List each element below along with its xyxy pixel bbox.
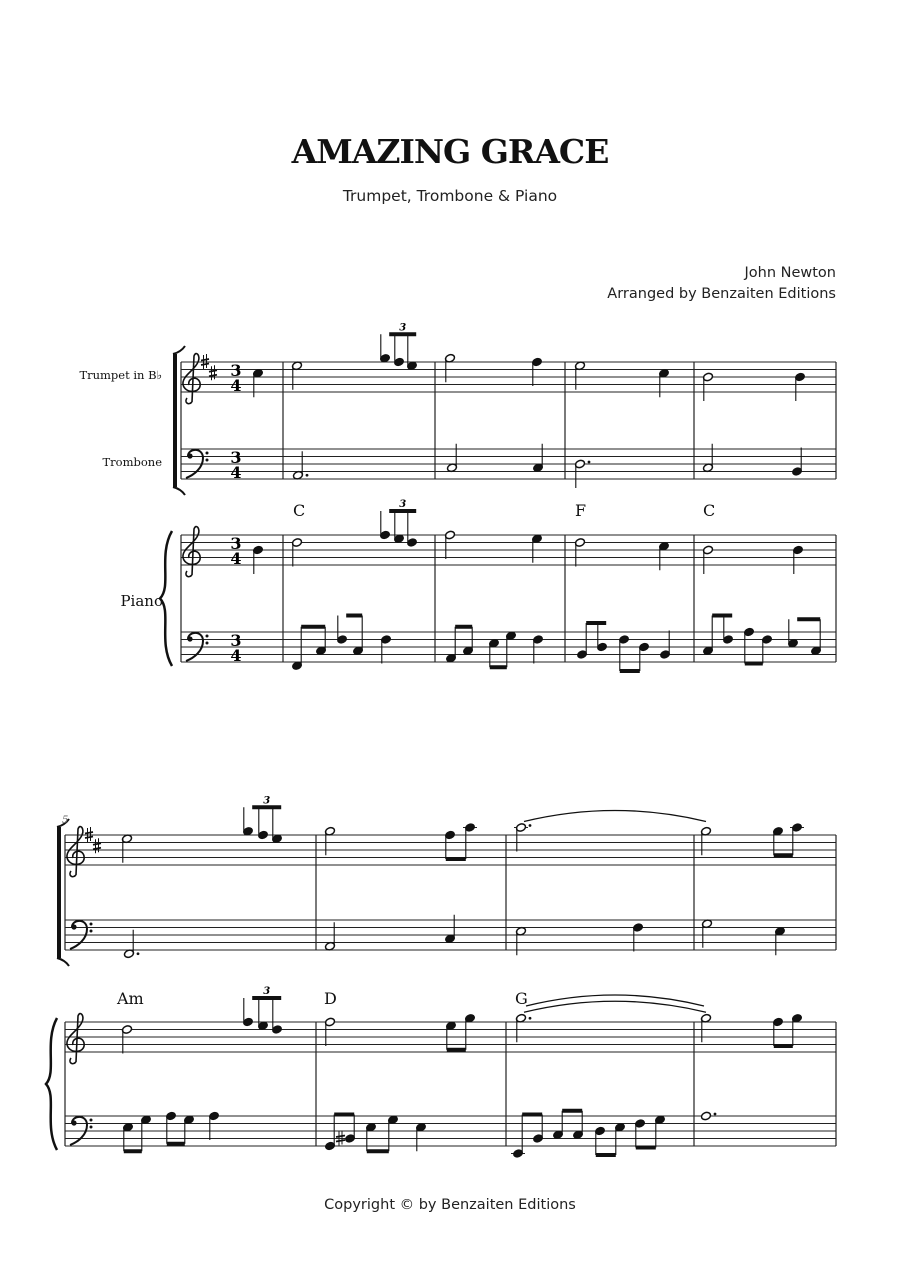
- treble-clef-icon: [183, 354, 200, 404]
- half-note: [703, 444, 714, 473]
- time-signature-top: 3: [230, 534, 242, 553]
- time-signature: [230, 448, 241, 482]
- quarter-note: [773, 1017, 784, 1046]
- quarter-note: [577, 623, 588, 659]
- time-signature: [230, 361, 241, 395]
- quarter-note: [272, 998, 283, 1034]
- quarter-note: [446, 1021, 457, 1050]
- quarter-note: [407, 334, 418, 370]
- tie: [524, 1001, 706, 1012]
- tie: [524, 811, 706, 822]
- triplet-mark: 3: [399, 322, 407, 334]
- quarter-note: [416, 1122, 427, 1151]
- quarter-note: [407, 511, 418, 547]
- sharp-icon: [93, 838, 101, 853]
- notehead: [701, 1111, 712, 1121]
- half-note: [703, 545, 714, 574]
- chord-symbol: C: [293, 501, 306, 520]
- arranger-credit: Arranged by Benzaiten Editions: [607, 286, 836, 302]
- quarter-note: [619, 635, 630, 671]
- half-note: [293, 451, 309, 480]
- time-signature-bottom: 4: [230, 549, 242, 568]
- time-signature-bottom: 4: [230, 463, 242, 482]
- bracket-hook: [173, 346, 185, 354]
- triplet-mark: 3: [263, 795, 271, 807]
- quarter-note: [533, 635, 544, 664]
- notes: [122, 334, 822, 1158]
- quarter-note: [209, 1111, 220, 1140]
- quarter-note: [533, 1115, 544, 1144]
- quarter-note: [532, 357, 543, 386]
- half-note: [122, 1025, 133, 1054]
- half-note: [124, 930, 140, 959]
- quarter-note: [792, 448, 803, 477]
- quarter-note: [243, 998, 254, 1027]
- quarter-note: [272, 807, 283, 843]
- half-note: [325, 1017, 336, 1046]
- bracket-hook: [173, 487, 185, 495]
- quarter-note: [253, 545, 264, 574]
- quarter-note: [793, 545, 804, 574]
- quarter-note: [773, 826, 784, 855]
- half-note: [514, 823, 531, 852]
- bracket-hook: [57, 958, 69, 966]
- time-signature-bottom: 4: [230, 646, 242, 665]
- quarter-note: [533, 444, 544, 473]
- quarter-note: [744, 627, 755, 663]
- half-note: [703, 372, 714, 401]
- instrument-label-trombone: Trombone: [102, 455, 162, 469]
- time-signature-top: 3: [230, 361, 242, 380]
- triplet-mark: 3: [263, 986, 271, 997]
- chord-symbol: C: [703, 501, 716, 520]
- quarter-note: [463, 823, 477, 859]
- quarter-note: [325, 1115, 336, 1151]
- quarter-note: [703, 616, 714, 656]
- chord-symbol: F: [575, 501, 587, 520]
- dot: [588, 461, 591, 464]
- quarter-note: [795, 372, 806, 401]
- dot: [714, 1113, 717, 1116]
- dot: [529, 1017, 532, 1020]
- quarter-note: [243, 807, 254, 836]
- chord-symbol: D: [324, 989, 337, 1008]
- bracket: [57, 827, 61, 958]
- quarter-note: [463, 627, 474, 656]
- quarter-note: [635, 1119, 646, 1148]
- half-note: [516, 1013, 532, 1042]
- half-note: [575, 361, 586, 390]
- half-note: [445, 353, 456, 382]
- time-signatures: [230, 361, 241, 665]
- brace: [160, 531, 172, 666]
- quarter-note: [337, 616, 348, 645]
- quarter-note: [633, 923, 644, 952]
- time-signature: [230, 631, 241, 665]
- quarter-note: [597, 623, 608, 652]
- instrument-label-trumpet: Trumpet in B♭: [79, 368, 162, 382]
- half-note: [702, 919, 713, 948]
- half-note: [701, 1013, 712, 1042]
- brace: [46, 1018, 57, 1150]
- quarter-note: [445, 830, 456, 859]
- quarter-note: [595, 1126, 606, 1155]
- treble-clef-icon: [183, 527, 200, 577]
- time-signature-top: 3: [230, 631, 242, 650]
- quarter-note: [258, 998, 269, 1031]
- half-note: [292, 538, 303, 567]
- half-note: [445, 530, 456, 559]
- score-title: AMAZING GRACE: [291, 132, 609, 171]
- treble-clef-icon: [67, 1014, 84, 1064]
- quarter-note: [723, 616, 734, 645]
- half-note: [701, 826, 712, 855]
- half-note: [292, 361, 303, 390]
- quarter-note: [553, 1111, 564, 1140]
- score-text: [62, 322, 715, 1008]
- quarter-note: [366, 1122, 377, 1151]
- measure-number: 5: [62, 815, 69, 826]
- quarter-note: [573, 1111, 584, 1140]
- treble-clef-icon: [67, 827, 84, 877]
- dot: [529, 824, 532, 827]
- score-subtitle: Trumpet, Trombone & Piano: [342, 187, 558, 205]
- quarter-note: [762, 635, 773, 664]
- quarter-note: [316, 627, 327, 656]
- half-note: [122, 834, 133, 863]
- quarter-note: [394, 334, 405, 367]
- time-signature-bottom: 4: [230, 376, 242, 395]
- dot: [137, 952, 140, 955]
- quarter-note: [811, 619, 822, 655]
- copyright-notice: Copyright © by Benzaiten Editions: [324, 1197, 576, 1213]
- quarter-note: [660, 631, 671, 660]
- quarter-note: [394, 511, 405, 544]
- quarter-note: [292, 627, 303, 671]
- quarter-note: [353, 616, 364, 656]
- chord-symbol: Am: [117, 989, 144, 1008]
- composer-credit: John Newton: [744, 265, 836, 281]
- chord-symbol: G: [515, 989, 528, 1008]
- quarter-note: [659, 541, 670, 570]
- quarter-note: [532, 534, 543, 563]
- quarter-note: [258, 807, 269, 840]
- quarter-note: [380, 334, 391, 363]
- quarter-note: [380, 511, 391, 540]
- quarter-note: [775, 926, 786, 955]
- instrument-label-piano: Piano: [120, 592, 163, 610]
- bracket: [173, 354, 177, 487]
- quarter-note: [123, 1122, 134, 1151]
- quarter-note: [184, 1115, 195, 1144]
- half-note: [325, 922, 336, 951]
- time-signature-top: 3: [230, 448, 242, 467]
- triplet-mark: 3: [399, 499, 407, 510]
- quarter-note: [659, 368, 670, 397]
- quarter-note: [381, 635, 392, 664]
- time-signature: [230, 534, 241, 568]
- quarter-note: [445, 915, 456, 944]
- half-note: [447, 444, 458, 473]
- quarter-note: [639, 642, 650, 671]
- dot: [306, 474, 309, 477]
- quarter-note: [345, 1115, 356, 1144]
- half-note: [575, 538, 586, 567]
- tie: [526, 995, 704, 1006]
- quarter-note: [788, 619, 799, 648]
- quarter-note: [253, 368, 264, 397]
- quarter-note: [511, 1115, 525, 1159]
- clefs: [67, 354, 209, 1145]
- half-note: [325, 826, 336, 855]
- key-signatures: [85, 354, 217, 853]
- quarter-note: [489, 638, 500, 667]
- sharp-icon: [209, 365, 217, 380]
- half-note: [516, 926, 527, 955]
